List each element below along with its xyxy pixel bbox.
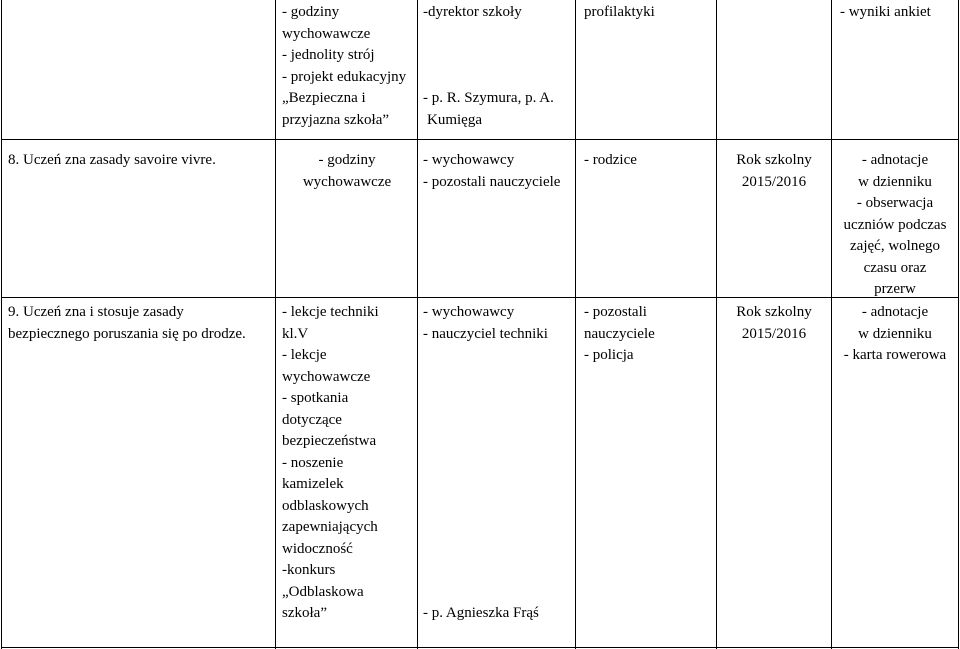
cell-line [423,67,554,89]
cell-line: - p. Agnieszka Frąś [423,605,539,621]
cell-line: w dzienniku [858,173,932,190]
top-row-evaluation-cell [840,2,931,24]
cell-line: - karta rowerowa [843,347,947,363]
cell-line: - lekcje [282,347,327,363]
cell-line: nauczyciele [584,325,655,342]
cell-line: - lekcje techniki [282,304,379,320]
cell-line: -konkurs [282,562,336,578]
row8-task-cell [8,150,216,172]
cell-line: - nauczyciel techniki [423,325,548,342]
cell-line: zapewniających [282,519,378,535]
row8-term-cell [717,150,831,193]
cell-line: - projekt edukacyjny [282,68,407,85]
row9-term-cell [717,302,831,345]
cell-line: kamizelek [282,476,344,492]
row9-cooperating-cell [584,302,655,367]
cell-line [423,45,554,67]
cell-line: - godziny [282,4,340,20]
column-divider-3 [575,0,576,649]
cell-line: 9. Uczeń zna i stosuje zasady [8,304,184,320]
cell-line: - wychowawcy [423,304,515,320]
cell-line: Rok szkolny [736,304,812,320]
cell-line: odblaskowych [282,497,369,514]
cell-line: „Odblaskowa [282,583,364,600]
cell-line: wychowawcze [282,368,371,385]
cell-line: profilaktyki [584,4,655,20]
table-border-left [1,0,2,649]
row9-task-cell [8,302,246,345]
cell-line: - godziny [318,152,376,168]
row-divider-1 [1,139,959,140]
cell-line: - noszenie [282,454,344,471]
cell-line: „Bezpieczna i [282,90,366,106]
cell-line: Kumięga [427,111,482,128]
cell-line: bezpieczeństwa [282,433,377,449]
row8-cooperating-cell [584,150,637,172]
cell-line: - rodzice [584,152,637,168]
cell-line: w dzienniku [858,325,932,342]
top-row-responsible-cell [423,2,554,131]
cell-line: zajęć, wolnego [850,238,940,254]
cell-line: - adnotacje [861,304,929,320]
cell-line: Rok szkolny [736,152,812,168]
cell-line: 2015/2016 [741,325,807,342]
top-row-forms-cell [282,2,406,131]
cell-line: - jednolity strój [282,47,375,63]
row8-evaluation-cell [832,150,958,301]
column-divider-1 [275,0,276,649]
cell-line: uczniów podczas [843,216,947,233]
table-border-right [958,0,959,649]
row9-evaluation-cell [832,302,958,367]
cell-line: - spotkania [282,390,349,406]
cell-line: - adnotacje [861,152,929,168]
cell-line: - p. R. Szymura, p. A. [423,90,554,106]
cell-line: - policja [584,347,634,363]
cell-line: przerw [874,281,916,297]
cell-line: szkoła” [282,605,327,621]
row9-responsible-cell [423,302,548,345]
cell-line: - pozostali [584,304,647,320]
cell-line: przyjazna szkoła” [282,111,390,128]
cell-line: - wyniki ankiet [840,4,931,20]
cell-line: 2015/2016 [741,173,807,190]
cell-line: - wychowawcy [423,152,515,168]
cell-line: wychowawcze [282,25,371,42]
row8-responsible-cell [423,150,560,193]
row9-responsible-person-cell [423,603,539,625]
cell-line: widoczność [282,540,353,557]
cell-line: 8. Uczeń zna zasady savoire vivre. [8,152,216,168]
cell-line: czasu oraz [863,259,927,276]
top-row-cooperating-cell [584,2,655,24]
cell-line: bezpiecznego poruszania się po drodze. [8,325,246,342]
row-divider-2 [1,297,959,298]
cell-line: - obserwacja [856,195,934,211]
cell-line: - pozostali nauczyciele [423,173,561,190]
row9-forms-cell [282,302,379,625]
cell-line: dotyczące [282,411,342,428]
table-border-bottom [1,647,959,648]
cell-line: wychowawcze [302,173,392,190]
row8-forms-cell [282,150,412,193]
column-divider-2 [417,0,418,649]
cell-line [423,24,554,46]
cell-line: kl.V [282,325,309,342]
cell-line: -dyrektor szkoły [423,4,522,20]
